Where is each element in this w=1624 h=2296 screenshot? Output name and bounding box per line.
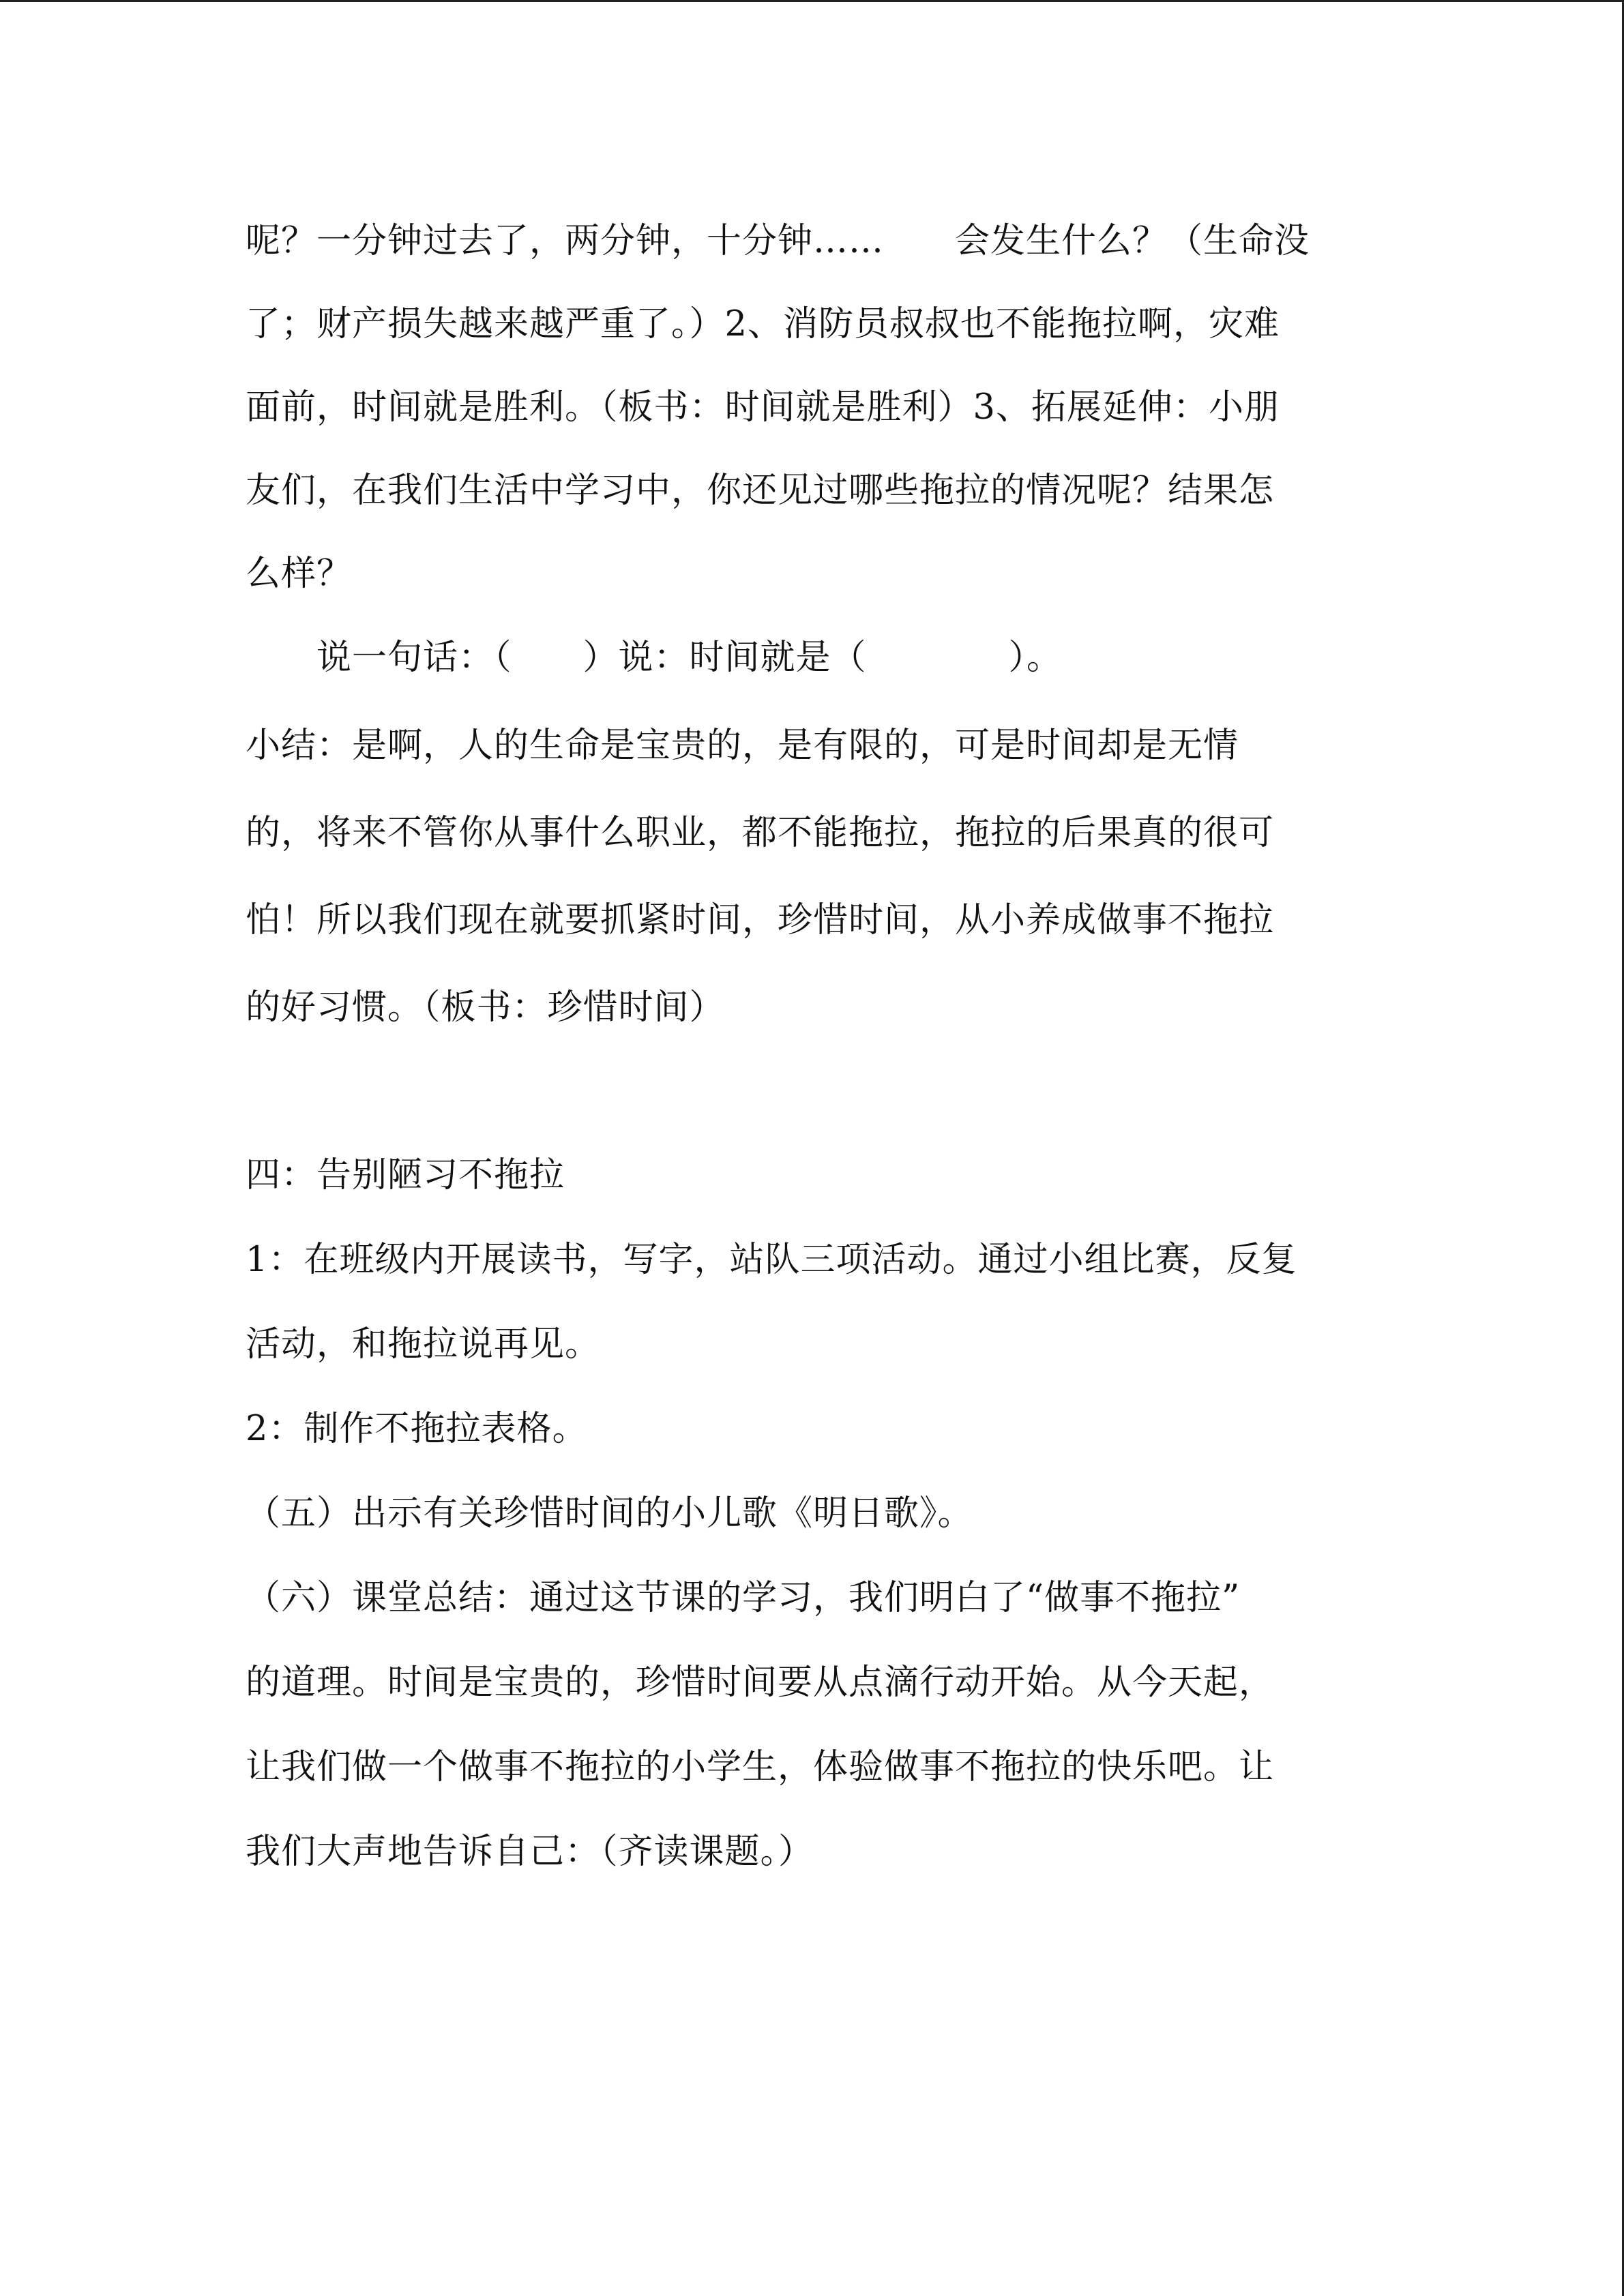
paragraph-8-line-3: 让我们做一个做事不拖拉的小学生，体验做事不拖拉的快乐吧。让 [246, 1747, 1275, 1787]
paragraph-1-line-3: 面前，时间就是胜利。（板书：时间就是胜利）3、拓展延伸：小朋 [246, 387, 1280, 428]
paragraph-3-line-4: 的好习惯。（板书：珍惜时间） [246, 987, 725, 1028]
paragraph-1-line-4: 友们，在我们生活中学习中，你还见过哪些拖拉的情况呢？结果怎 [246, 471, 1275, 511]
paragraph-8-line-4: 我们大声地告诉自己：（齐读课题。） [246, 1832, 814, 1872]
paragraph-7-line-1: （五）出示有关珍惜时间的小儿歌《明日歌》。 [246, 1493, 973, 1534]
paragraph-8-line-2: 的道理。时间是宝贵的，珍惜时间要从点滴行动开始。从今天起， [246, 1663, 1275, 1703]
paragraph-2-line-1: 说一句话：（ ）说：时间就是（ ）。 [246, 638, 1063, 678]
paragraph-1-line-1: 呢？一分钟过去了，两分钟，十分钟…… 会发生什么？（生命没 [246, 221, 1310, 261]
paragraph-3-line-1: 小结：是啊，人的生命是宝贵的，是有限的，可是时间却是无情 [246, 726, 1239, 766]
paragraph-3-line-2: 的，将来不管你从事什么职业，都不能拖拉，拖拉的后果真的很可 [246, 813, 1275, 853]
page-border-top [0, 0, 1624, 2]
paragraph-3-line-3: 怕！所以我们现在就要抓紧时间，珍惜时间，从小养成做事不拖拉 [246, 900, 1275, 940]
paragraph-8-line-1: （六）课堂总结：通过这节课的学习，我们明白了“做事不拖拉” [246, 1578, 1241, 1618]
paragraph-6-line-1: 2：制作不拖拉表格。 [246, 1409, 588, 1449]
paragraph-1-line-2: 了；财产损失越来越严重了。）2、消防员叔叔也不能拖拉啊，灾难 [246, 304, 1280, 344]
section-heading-4: 四：告别陋习不拖拉 [246, 1155, 565, 1195]
paragraph-1-line-5: 么样？ [246, 554, 353, 594]
paragraph-5-line-1: 1：在班级内开展读书，写字，站队三项活动。通过小组比赛，反复 [246, 1240, 1297, 1280]
paragraph-5-line-2: 活动，和拖拉说再见。 [246, 1324, 601, 1365]
